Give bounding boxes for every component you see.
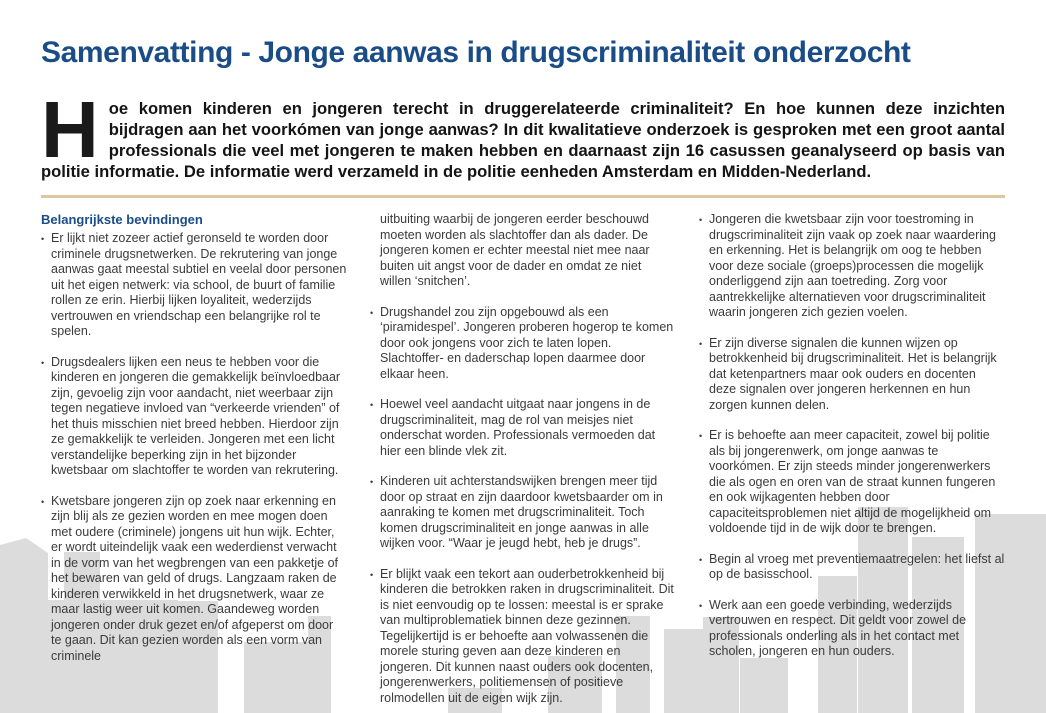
bullet-icon: • — [41, 496, 45, 507]
finding-item — [699, 598, 1005, 660]
column-2 — [370, 212, 676, 713]
finding-text: Begin al vroeg met preventiemaatregelen: het liefst al op de basisschool. — [709, 551, 1005, 581]
finding-text: Werk aan een goede verbinding, wederzijds vertrouwen en respect. Dit geldt voor zowel de professionals onderling als in het contact met scholen, jongeren en hun ouders. — [709, 597, 967, 658]
finding-text: Er blijkt vaak een tekort aan ouderbetrokkenheid bij kinderen die betrokken raken in drugscriminaliteit. Dit is niet eenvoudig op te lossen: meestal is er sprake van multiproblematiek binnen deze gezinnen. Tegelijkertijd is er behoefte aan volwassenen die morele sturing geven aan deze kinderen en jongeren. Dit kunnen naast ouders ook docenten, jongerenwerkers, politiemensen of positieve rolmodellen uit de eigen wijk zijn. — [380, 566, 674, 705]
bullet-icon: • — [699, 431, 703, 441]
finding-item — [370, 397, 676, 459]
bullet-icon: • — [41, 357, 45, 368]
intro-text: oe komen kinderen en jongeren terecht in druggerelateerde criminaliteit? En hoe kunnen deze inzichten bijdragen aan het voorkómen van jonge aanwas? In dit kwalitatieve onderzoek is gesproken met een groot aantal professionals die veel met jongeren te maken hebben en daarnaast zijn 16 casussen geanalyseerd op basis van politie informatie. De informatie werd verzameld in de politie eenheden Amsterdam en Midden-Nederland. — [41, 99, 1005, 181]
finding-text: Kinderen uit achterstandswijken brengen meer tijd door op straat en zijn daardoor kwetsbaarder om in aanraking te komen met drugscriminaliteit. Toch komen drugscriminaliteit en jonge aanwas in alle wijken voor. “Waar je jeugd hebt, heb je drugs”. — [380, 474, 663, 550]
finding-item — [41, 231, 347, 340]
drop-cap: H — [41, 85, 99, 174]
finding-item — [699, 552, 1005, 583]
bullet-icon: • — [41, 234, 45, 244]
finding-item — [699, 336, 1005, 414]
finding-text: Er zijn diverse signalen die kunnen wijzen op betrokkenheid bij drugscriminaliteit. Het is belangrijk dat ketenpartners maar ook ouders en docenten deze signalen over jongeren herkennen en hun zorgen kunnen delen. — [709, 335, 997, 412]
content-area — [0, 36, 1046, 713]
finding-text: Kwetsbare jongeren zijn op zoek naar erkenning en zijn blij als ze gezien worden en mee mogen doen met oudere (criminele) jongens uit hun wijk. Echter, er wordt uiteindelijk vaak een wederdienst verwacht in de vorm van het wegbrengen van een pakketje of het bewaren van geld of drugs. Langzaam raken de kinderen verwikkeld in het drugsnetwerk, waar ze maar lastig weer uit komen. Gaandeweg worden jongeren onder druk gezet en/of afgeperst om door te gaan. Dit kan gezien worden als een vorm van criminele — [51, 493, 338, 663]
finding-text: Hoewel veel aandacht uitgaat naar jongens in de drugscriminaliteit, mag de rol van meisjes niet onderschat worden. Professionals vermoeden dat hier een blinde vlek zit. — [380, 397, 656, 458]
bullet-icon: • — [699, 554, 703, 565]
findings-heading: Belangrijkste bevindingen — [41, 212, 203, 227]
finding-item — [41, 494, 347, 665]
findings-columns — [41, 212, 1005, 713]
finding-text: Er is behoefte aan meer capaciteit, zowel bij politie als bij jongerenwerk, om jonge aanwas te voorkómen. Er zijn steeds minder jongerenwerkers die als ogen en oren van de straat kunnen fungeren en ook wijkagenten hebben door capaciteitsproblemen niet altijd de mogelijkheid om voldoende tijd in de wijk door te brengen. — [709, 428, 996, 535]
finding-item — [699, 428, 1005, 537]
finding-item — [370, 567, 676, 707]
intro-paragraph — [41, 85, 1005, 182]
finding-item — [699, 212, 1005, 321]
column-3 — [699, 212, 1005, 713]
finding-item — [41, 355, 347, 479]
bullet-icon: • — [699, 215, 703, 225]
finding-text: Er lijkt niet zozeer actief geronseld te worden door criminele drugsnetwerken. De rekrutering van jonge aanwas gaat meestal subtiel en veelal door personen uit het eigen netwerk: via school, de buurt of familie rollen ze erin. Hierbij lijken loyaliteit, wederzijds vertrouwen en vriendschap een belangrijke rol te spelen. — [51, 231, 347, 338]
bullet-icon: • — [370, 400, 374, 410]
finding-item — [370, 212, 676, 290]
finding-item — [370, 474, 676, 552]
bullet-icon: • — [699, 600, 703, 611]
finding-text: Drugsdealers lijken een neus te hebben voor die kinderen en jongeren die gemakkelijk beïnvloedbaar zijn, gevoelig zijn voor aandacht, niet weerbaar zijn tegen negatieve invloed van “verkeerde vrienden” of het thuis misschien niet breed hebben. Hierdoor zijn ze gemakkelijk te verleiden. Jongeren met een licht verstandelijke beperking zijn in het bijzonder kwetsbaar om slachtoffer te worden van rekrutering. — [51, 354, 341, 477]
bullet-icon: • — [370, 569, 374, 580]
page-title: Samenvatting - Jonge aanwas in drugscriminaliteit onderzocht — [41, 36, 911, 69]
finding-text: uitbuiting waarbij de jongeren eerder beschouwd moeten worden als slachtoffer dan als dader. De jongeren komen er echter meestal niet mee naar buiten uit angst voor de dader en omdat ze niet willen ‘snitchen’. — [380, 212, 650, 288]
bullet-icon: • — [699, 338, 703, 349]
column-1 — [41, 212, 347, 713]
finding-item — [370, 305, 676, 383]
finding-text: Jongeren die kwetsbaar zijn voor toestroming in drugscriminaliteit zijn vaak op zoek naar waardering en erkenning. Het is belangrijk om oog te hebben voor deze sociale (groeps)processen die mogelijk onderliggend zijn aan toetreding. Zorg voor aantrekkelijke alternatieven voor drugscriminaliteit waarin jongeren zich gezien voelen. — [709, 212, 996, 319]
bullet-icon: • — [370, 477, 374, 487]
divider-rule — [41, 195, 1005, 198]
finding-text: Drugshandel zou zijn opgebouwd als een ‘piramidespel’. Jongeren proberen hogerop te komen door ook jongens voor zich te laten lopen. Slachtoffer- en daderschap lopen daarmee door elkaar heen. — [380, 304, 674, 381]
bullet-icon: • — [370, 307, 374, 318]
